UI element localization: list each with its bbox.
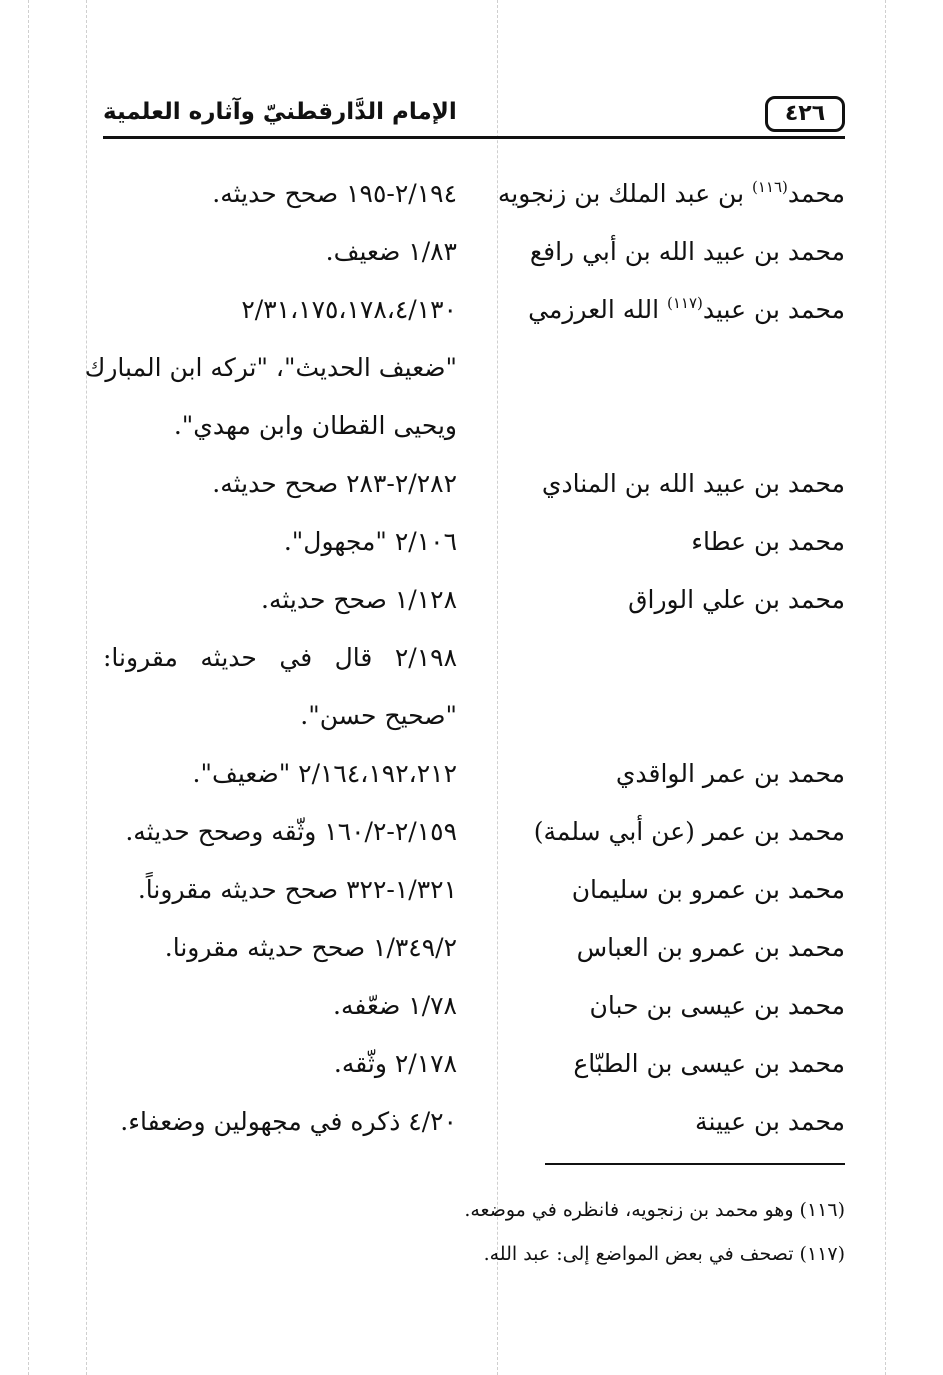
entry-row — [103, 629, 845, 687]
narrator-name: محمد بن عمرو بن سليمان — [571, 875, 845, 904]
narrator-name: محمد بن عمر الواقدي — [615, 759, 845, 788]
narrator-name: محمد بن علي الوراق — [628, 585, 845, 614]
narrator-name: محمد بن عيسى بن الطبّاع — [573, 1049, 845, 1078]
entry-row — [103, 571, 845, 629]
entry-row — [103, 455, 845, 513]
narrator-reference: ٢/١٧٨ وثّقه. — [333, 1049, 457, 1078]
entry-row — [103, 397, 845, 455]
narrator-reference: ٢/٢٨٢-٢٨٣ صحح حديثه. — [212, 469, 457, 498]
narrator-reference: ٢/١٦٤،١٩٢،٢١٢ "ضعيف". — [192, 759, 457, 788]
narrator-name: محمد بن عبيد الله بن المنادي — [541, 469, 845, 498]
running-title: الإمام الدَّارقطنيّ وآثاره العلمية — [103, 99, 457, 125]
entry-row — [84, 339, 845, 397]
entry-row — [103, 687, 845, 745]
header-rule — [103, 136, 845, 139]
entry-row — [103, 281, 845, 339]
narrator-name: محمد بن عبيد الله بن أبي رافع — [529, 237, 845, 266]
narrator-reference: ٢/٣١،١٧٥،١٧٨،٤/١٣٠ — [241, 295, 457, 324]
scan-guide-line — [885, 0, 886, 1375]
entry-row — [103, 513, 845, 571]
page-header — [103, 92, 845, 142]
footnote: (١١٦) وهو محمد بن زنجويه، فانظره في موضعه. — [464, 1199, 845, 1221]
narrator-reference: ١/٧٨ ضعّفه. — [333, 991, 457, 1020]
entries-list — [84, 165, 845, 1151]
entry-row — [103, 977, 845, 1035]
narrator-name: محمد بن عمرو بن العباس — [576, 933, 845, 962]
footnote: (١١٧) تصحف في بعض المواضع إلى: عبد الله. — [483, 1243, 845, 1265]
narrator-name: محمد بن عيينة — [695, 1107, 845, 1136]
narrator-name: محمد بن عبيد$^{(١١٧)}$ الله العرزمي — [528, 294, 845, 324]
footnote-ref: (١١٧) — [666, 294, 703, 312]
footnote-rule — [545, 1163, 845, 1165]
entry-row — [103, 861, 845, 919]
narrator-name: محمد بن عمر (عن أبي سلمة) — [533, 817, 845, 846]
narrator-reference: ٤/٢٠ ذكره في مجهولين وضعفاء. — [120, 1107, 457, 1136]
scan-guide-line — [28, 0, 29, 1375]
narrator-reference: ١/٣٢١-٣٢٢ صحح حديثه مقروناً. — [137, 875, 457, 904]
entry-row — [103, 1035, 845, 1093]
narrator-reference: ٢/١٠٦ "مجهول". — [283, 527, 457, 556]
entry-row — [103, 919, 845, 977]
narrator-reference: ٢/١٩٨ قال في حديثه مقرونا: — [103, 643, 457, 672]
entry-row — [103, 223, 845, 281]
narrator-reference: "ضعيف الحديث"، "تركه ابن المبارك — [84, 353, 457, 382]
entry-row — [103, 165, 845, 223]
footnote-ref: (١١٦) — [752, 178, 788, 196]
narrator-reference: ١/١٢٨ صحح حديثه. — [261, 585, 457, 614]
narrator-name: محمد بن عيسى بن حبان — [589, 991, 845, 1020]
narrator-reference: ٢/١٩٤-١٩٥ صحح حديثه. — [212, 179, 457, 208]
narrator-name: محمد بن عطاء — [691, 527, 845, 556]
narrator-reference: ويحيى القطان وابن مهدي". — [173, 411, 457, 440]
scan-guide-line — [86, 0, 87, 1375]
entry-row — [103, 745, 845, 803]
narrator-name: محمد$^{(١١٦)}$ بن عبد الملك بن زنجويه — [497, 178, 845, 208]
entry-row — [103, 803, 845, 861]
entry-row — [103, 1093, 845, 1151]
footnotes — [103, 1188, 845, 1276]
narrator-reference: ٢/١٥٩-١٦٠/٢ وثّقه وصحح حديثه. — [125, 817, 457, 846]
page-number: ٤٢٦ — [765, 96, 845, 132]
narrator-reference: "صحيح حسن". — [300, 701, 457, 730]
narrator-reference: ١/٨٣ ضعيف. — [325, 237, 457, 266]
narrator-reference: ١/٣٤٩/٢ صحح حديثه مقرونا. — [164, 933, 457, 962]
